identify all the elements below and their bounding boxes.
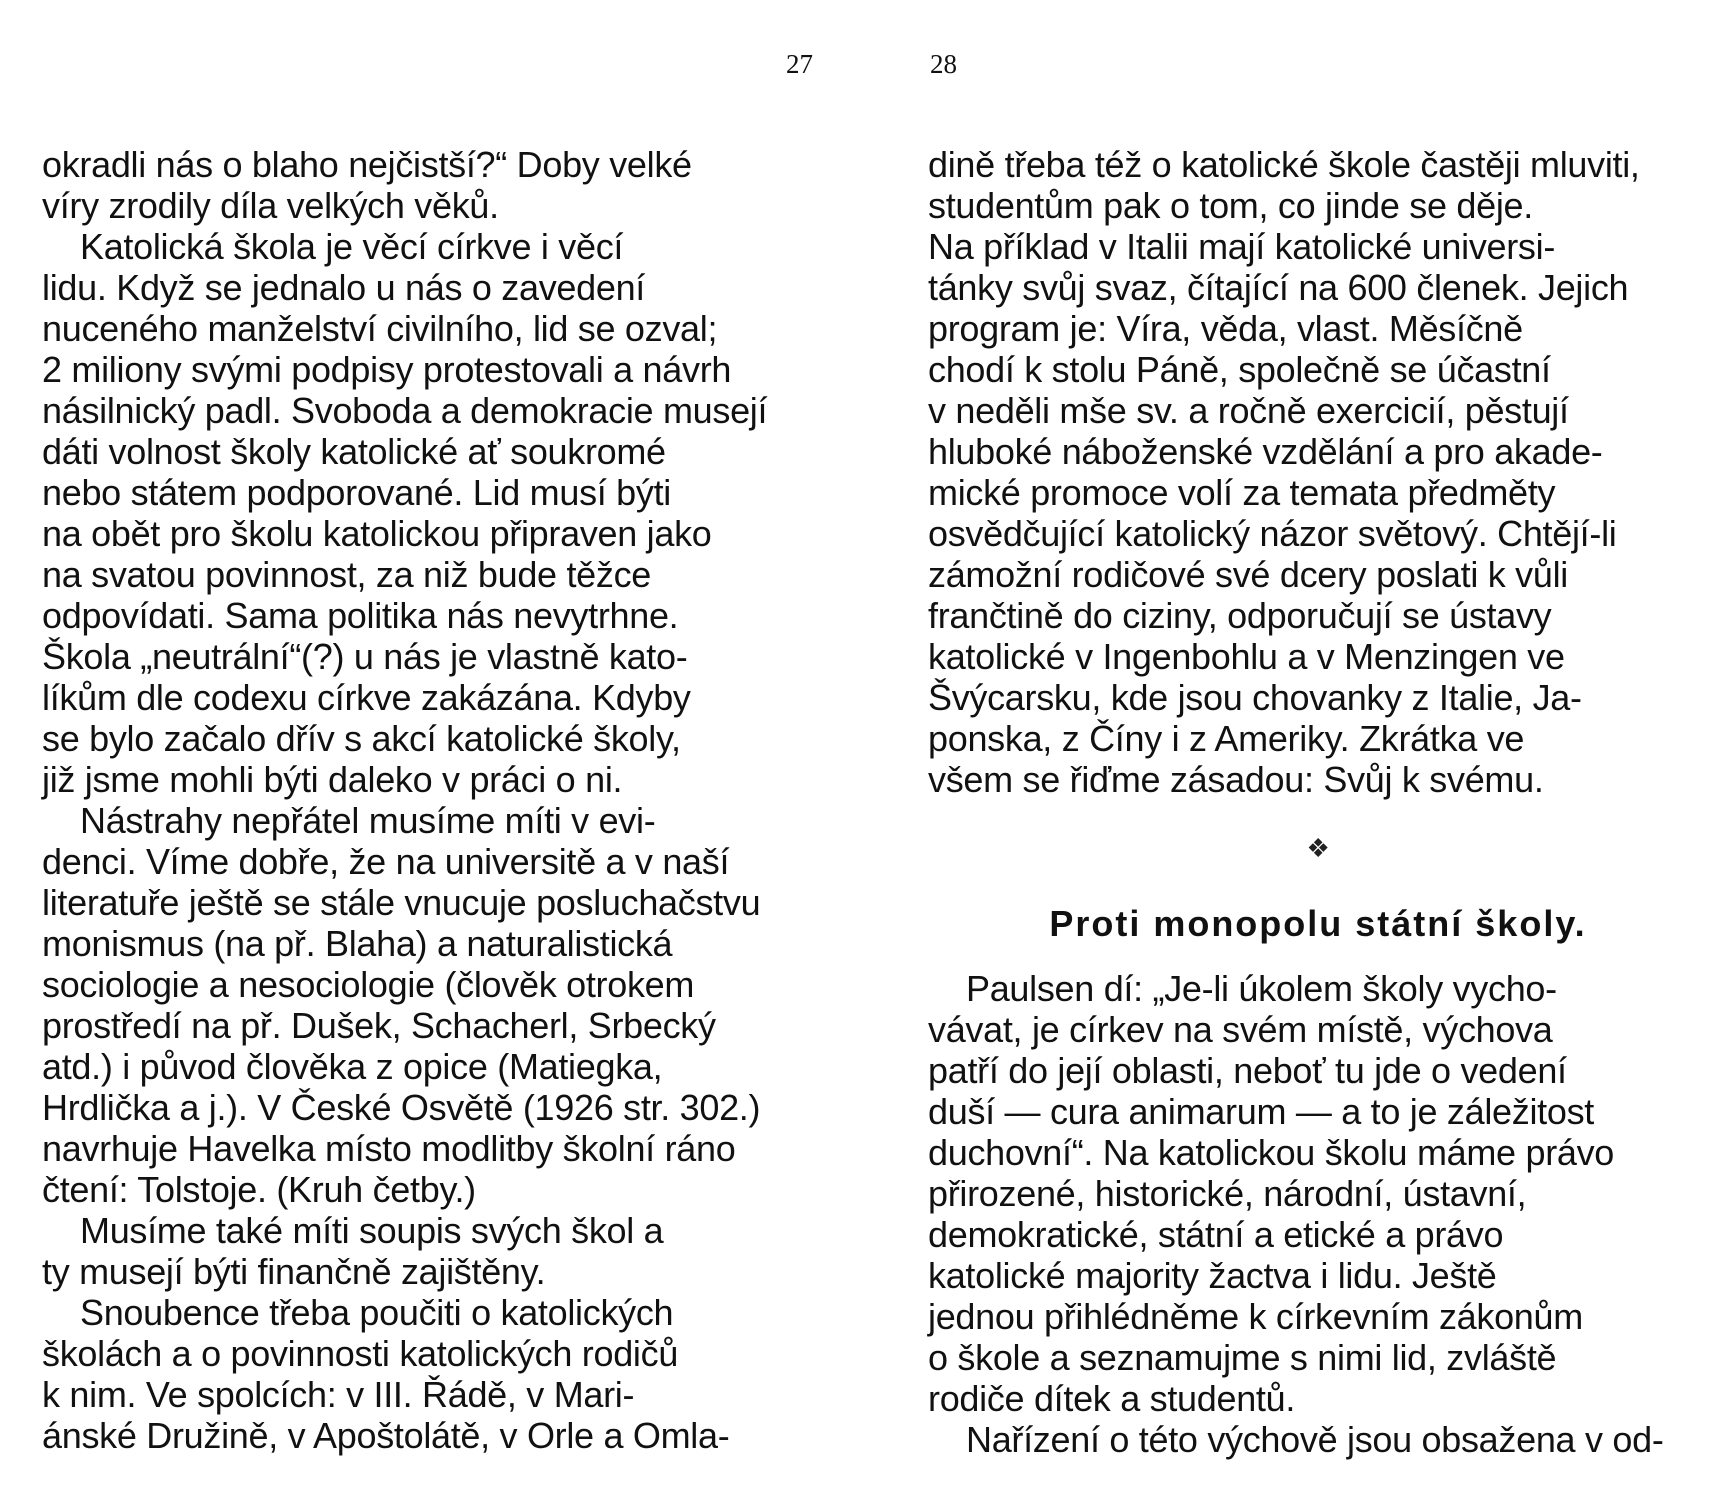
page-number-left: 27 [786, 49, 813, 79]
text-line: na svatou povinnost, za niž bude těžce [42, 554, 652, 595]
section-heading: Proti monopolu státní školy. [1049, 903, 1587, 944]
text-line: na obět pro školu katolickou připraven jako [42, 513, 712, 554]
text-line: Nástrahy nepřátel musíme míti v evi- [80, 800, 656, 841]
text-line: vávat, je církev na svém místě, výchova [928, 1009, 1553, 1050]
text-line: sociologie a nesociologie (člověk otrokem [42, 964, 695, 1005]
text-line: 2 miliony svými podpisy protestovali a návrh [42, 349, 732, 390]
text-line: katolické majority žactva i lidu. Ještě [928, 1255, 1497, 1296]
text-line: všem se řiďme zásadou: Svůj k svému. [928, 759, 1544, 800]
text-line: studentům pak o tom, co jinde se děje. [928, 185, 1533, 226]
text-line: k nim. Ve spolcích: v III. Řádě, v Mari- [42, 1374, 635, 1415]
text-line: chodí k stolu Páně, společně se účastní [928, 349, 1551, 390]
text-line: Nařízení o této výchově jsou obsažena v od- [966, 1419, 1664, 1460]
text-line: jednou přihlédněme k církevním zákonům [928, 1296, 1583, 1337]
text-line: denci. Víme dobře, že na universitě a v naší [42, 841, 730, 882]
text-line: rodiče dítek a studentů. [928, 1378, 1296, 1419]
text-line: program je: Víra, věda, vlast. Měsíčně [928, 308, 1523, 349]
text-line: demokratické, státní a etické a právo [928, 1214, 1504, 1255]
text-line: odpovídati. Sama politika nás nevytrhne. [42, 595, 679, 636]
text-line: atd.) i původ člověka z opice (Matiegka, [42, 1046, 663, 1087]
text-line: násilnický padl. Svoboda a demokracie musejí [42, 390, 768, 431]
text-line: Snoubence třeba poučiti o katolických [80, 1292, 674, 1333]
text-line: víry zrodily díla velkých věků. [42, 185, 499, 226]
text-line: monismus (na př. Blaha) a naturalistická [42, 923, 673, 964]
text-line: frančtině do ciziny, odporučují se ústavy [928, 595, 1552, 636]
left-page-text [42, 144, 822, 1456]
text-line: líkům dle codexu církve zakázána. Kdyby [42, 677, 691, 718]
text-line: zámožní rodičové své dcery poslati k vůli [928, 554, 1568, 595]
text-line: nebo státem podporované. Lid musí býti [42, 472, 671, 513]
text-line: nuceného manželství civilního, lid se ozval; [42, 308, 718, 349]
text-line: katolické v Ingenbohlu a v Menzingen ve [928, 636, 1565, 677]
text-line: Švýcarsku, kde jsou chovanky z Italie, Ja- [928, 677, 1582, 718]
text-line: Paulsen dí: „Je-li úkolem školy vycho- [966, 968, 1557, 1009]
right-bottom-paragraphs [928, 968, 1708, 1460]
text-line: navrhuje Havelka místo modlitby školní ráno [42, 1128, 736, 1169]
text-line: dině třeba též o katolické škole častěji mluviti, [928, 144, 1640, 185]
text-line: v neděli mše sv. a ročně exercicií, pěstují [928, 390, 1569, 431]
text-line: o škole a seznamujme s nimi lid, zvláště [928, 1337, 1557, 1378]
text-line: přirozené, historické, národní, ústavní, [928, 1173, 1527, 1214]
text-line: hluboké náboženské vzdělání a pro akade- [928, 431, 1603, 472]
page-number-right: 28 [930, 49, 957, 79]
right-page-text [928, 144, 1708, 1460]
text-line: ánské Družině, v Apoštolátě, v Orle a Omla- [42, 1415, 730, 1456]
text-line: školách a o povinnosti katolických rodičů [42, 1333, 679, 1374]
text-line: osvědčující katolický názor světový. Chtějí-li [928, 513, 1617, 554]
text-line: čtení: Tolstoje. (Kruh četby.) [42, 1169, 476, 1210]
text-line: lidu. Když se jednalo u nás o zavedení [42, 267, 646, 308]
text-line: literatuře ještě se stále vnucuje posluchačstvu [42, 882, 761, 923]
text-line: duší — cura animarum — a to je záležitost [928, 1091, 1594, 1132]
text-line: mické promoce volí za temata předměty [928, 472, 1556, 513]
text-line: okradli nás o blaho nejčistší?“ Doby velké [42, 144, 692, 185]
ornament-icon: ❖ [1306, 833, 1330, 863]
text-line: patří do její oblasti, neboť tu jde o vedení [928, 1050, 1567, 1091]
right-top-paragraphs [928, 144, 1708, 800]
text-line: dáti volnost školy katolické ať soukromé [42, 431, 666, 472]
text-line: duchovní“. Na katolickou školu máme právo [928, 1132, 1615, 1173]
text-line: se bylo začalo dřív s akcí katolické školy, [42, 718, 681, 759]
text-line: Katolická škola je věcí církve i věcí [80, 226, 624, 267]
text-line: prostředí na př. Dušek, Schacherl, Srbecký [42, 1005, 716, 1046]
text-line: ponska, z Číny i z Ameriky. Zkrátka ve [928, 718, 1525, 759]
text-line: Na příklad v Italii mají katolické universi- [928, 226, 1556, 267]
text-line: ty musejí býti finančně zajištěny. [42, 1251, 546, 1292]
text-line: Hrdlička a j.). V České Osvětě (1926 str. 302.) [42, 1087, 761, 1128]
text-line: Škola „neutrální“(?) u nás je vlastně kato- [42, 636, 688, 677]
text-line: již jsme mohli býti daleko v práci o ni. [42, 759, 623, 800]
text-line: Musíme také míti soupis svých škol a [80, 1210, 664, 1251]
text-line: tánky svůj svaz, čítající na 600 členek. Jejich [928, 267, 1629, 308]
